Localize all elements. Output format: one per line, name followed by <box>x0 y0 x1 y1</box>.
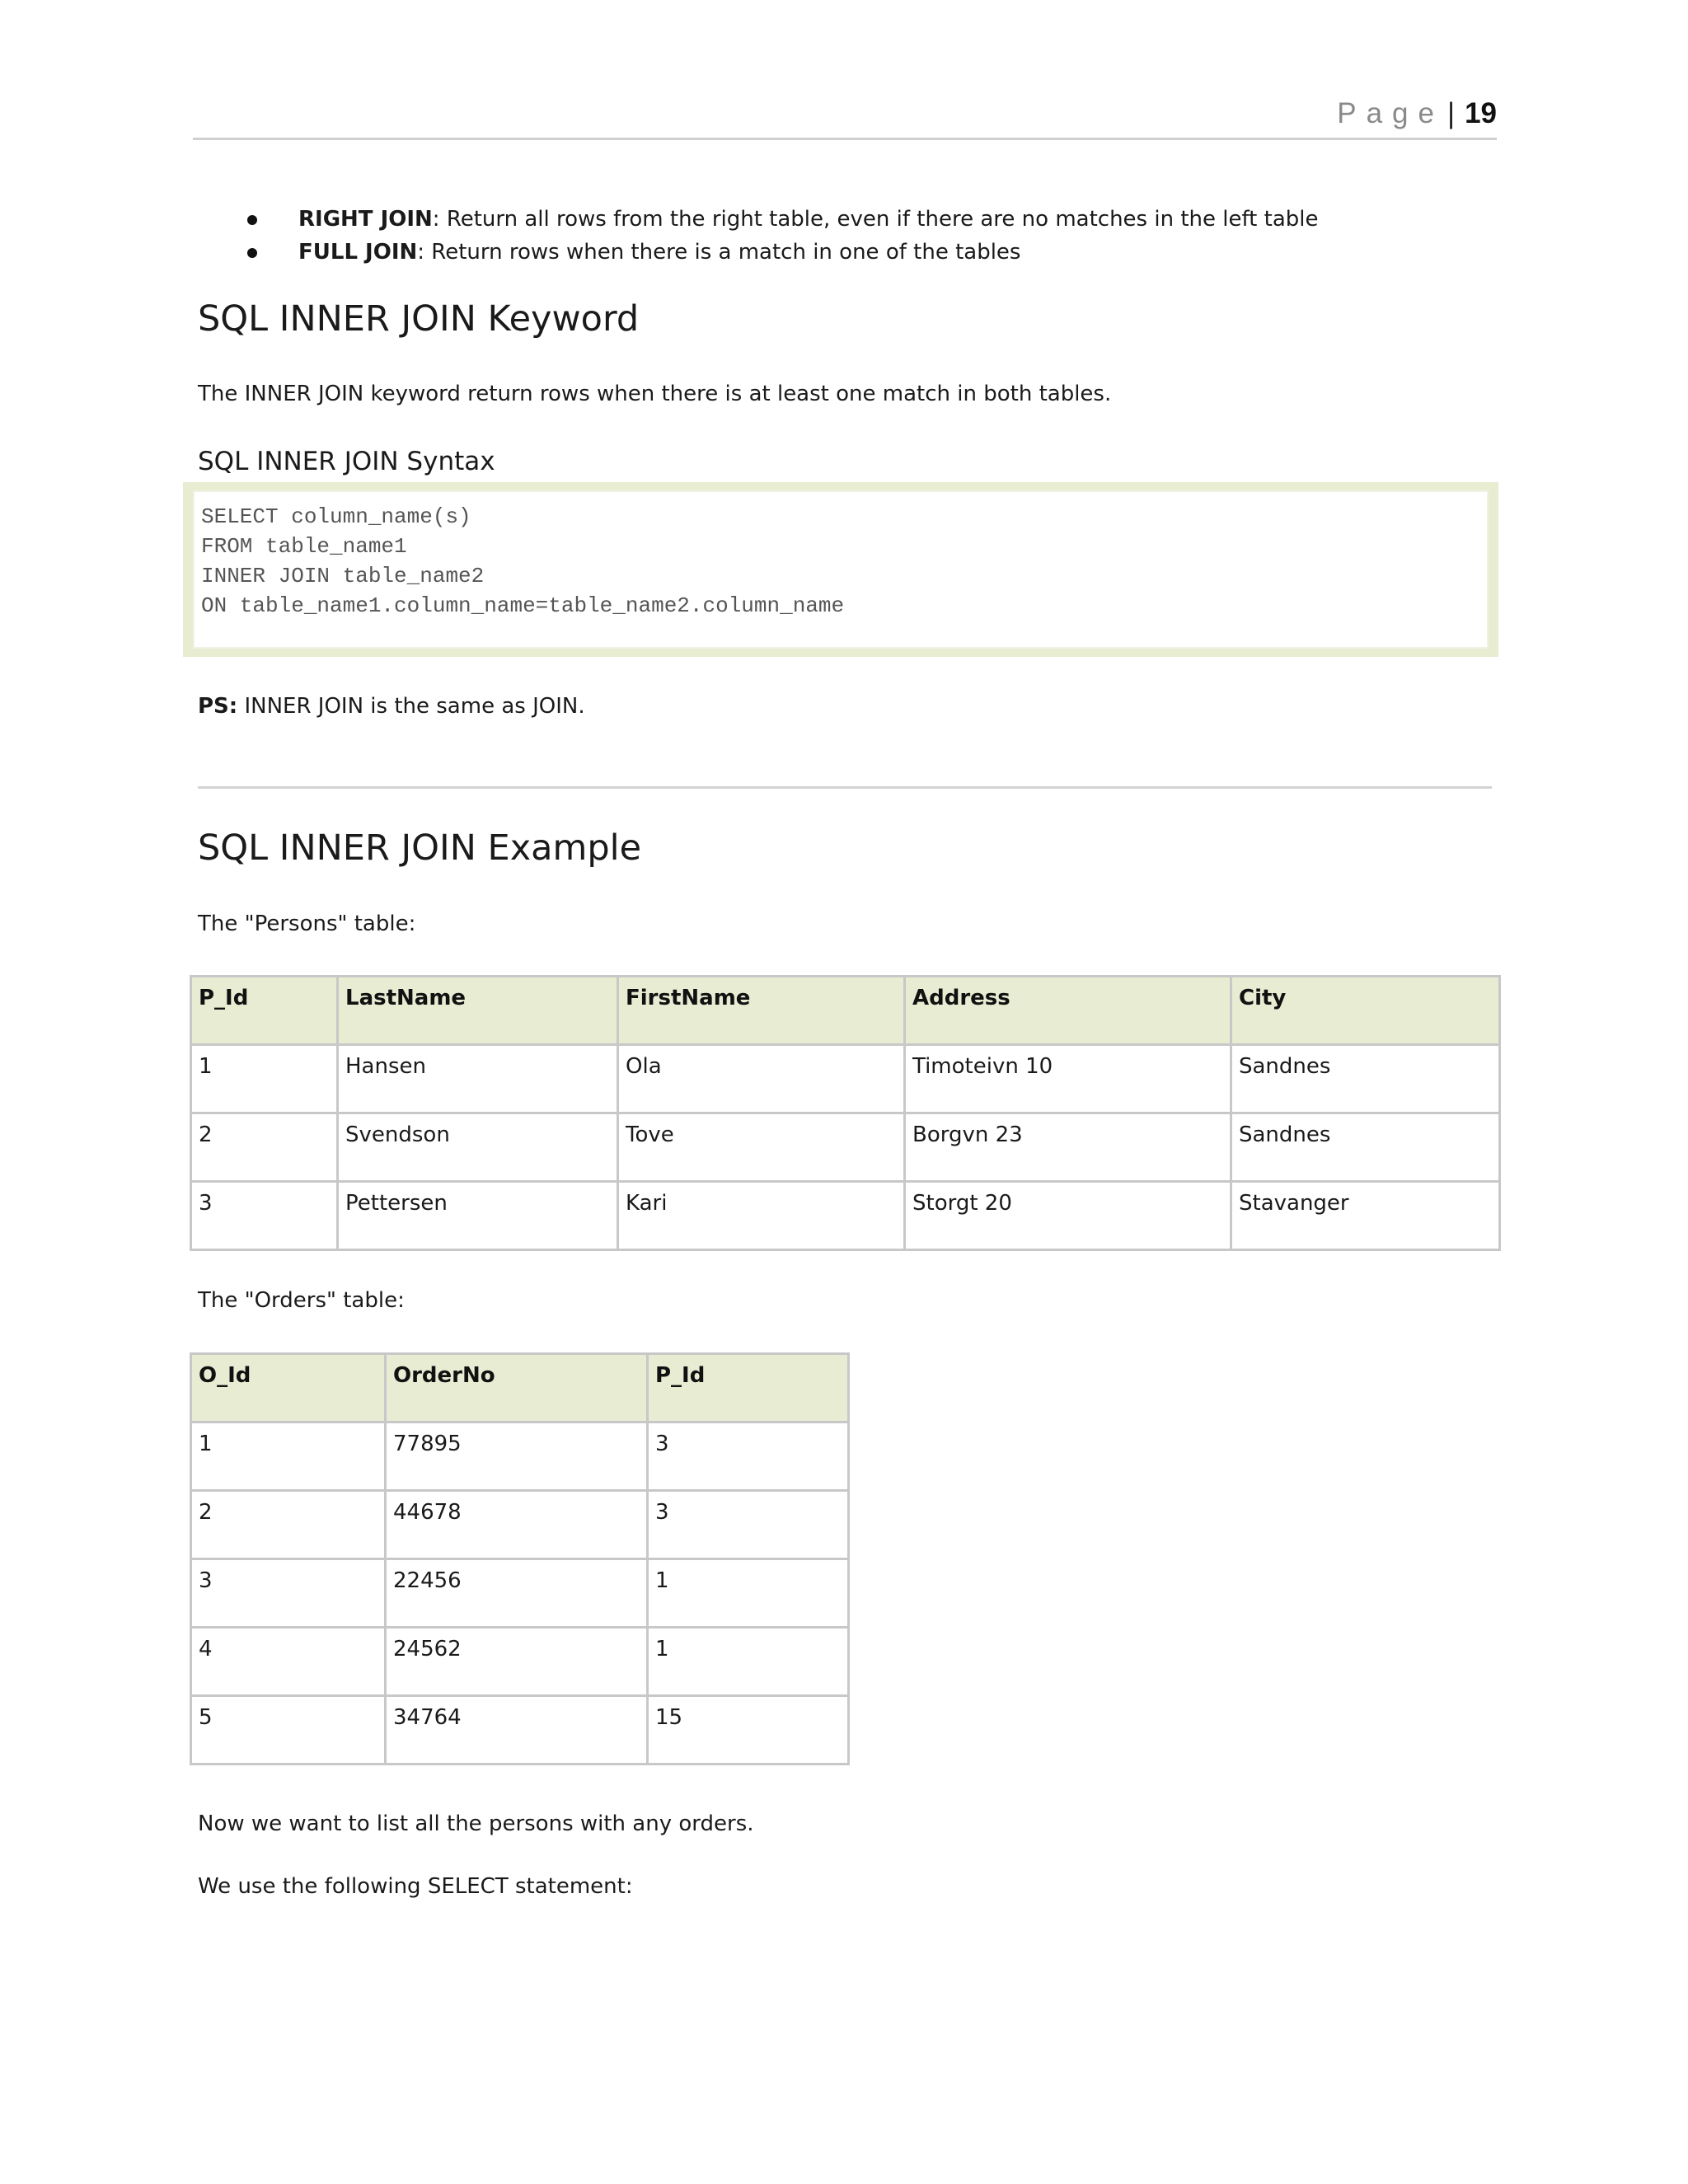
table-cell: Borgvn 23 <box>905 1113 1231 1182</box>
page-label: Page <box>1337 97 1444 129</box>
table-cell: 1 <box>191 1045 338 1113</box>
table-header-row <box>191 1354 849 1422</box>
section-divider <box>198 786 1492 789</box>
table-cell: 34764 <box>386 1696 648 1765</box>
table-row <box>191 1113 1500 1182</box>
bullet-icon <box>247 248 257 258</box>
table-cell: 3 <box>648 1491 849 1559</box>
keyword-description: The INNER JOIN keyword return rows when there is at least one match in both tables. <box>198 382 1112 406</box>
table-cell: 5 <box>191 1696 386 1765</box>
code-line: FROM table_name1 <box>201 534 407 559</box>
table-cell: Ola <box>618 1045 905 1113</box>
note-text: INNER JOIN is the same as JOIN. <box>237 694 585 719</box>
column-header: LastName <box>338 977 618 1045</box>
section-heading-example: SQL INNER JOIN Example <box>198 827 642 869</box>
header-divider <box>193 138 1497 140</box>
table-row <box>191 1045 1500 1113</box>
closing-paragraph-1: Now we want to list all the persons with any orders. <box>198 1811 754 1836</box>
join-types-list <box>247 203 1318 269</box>
table-cell: Stavanger <box>1231 1182 1500 1250</box>
table-cell: Sandnes <box>1231 1113 1500 1182</box>
list-item <box>247 236 1318 269</box>
list-item-term: RIGHT JOIN <box>298 207 433 232</box>
column-header: P_Id <box>648 1354 849 1422</box>
page-separator: | <box>1447 97 1456 129</box>
table-row <box>191 1491 849 1559</box>
table-cell: 3 <box>191 1182 338 1250</box>
table-cell: Pettersen <box>338 1182 618 1250</box>
table-cell: 2 <box>191 1113 338 1182</box>
table-cell: Svendson <box>338 1113 618 1182</box>
list-item-text: : Return all rows from the right table, even if there are no matches in the left table <box>432 207 1319 232</box>
table-cell: Sandnes <box>1231 1045 1500 1113</box>
persons-caption: The "Persons" table: <box>198 912 416 936</box>
table-row <box>191 1182 1500 1250</box>
table-cell: 22456 <box>386 1559 648 1628</box>
table-row <box>191 1696 849 1765</box>
persons-table <box>190 975 1501 1251</box>
table-cell: Kari <box>618 1182 905 1250</box>
column-header: City <box>1231 977 1500 1045</box>
bullet-icon <box>247 215 257 225</box>
table-cell: 4 <box>191 1628 386 1696</box>
table-cell: 15 <box>648 1696 849 1765</box>
table-cell: 1 <box>648 1628 849 1696</box>
column-header: OrderNo <box>386 1354 648 1422</box>
code-block-content[interactable] <box>193 490 1489 649</box>
column-header: FirstName <box>618 977 905 1045</box>
column-header: Address <box>905 977 1231 1045</box>
section-heading-keyword: SQL INNER JOIN Keyword <box>198 298 640 340</box>
syntax-heading: SQL INNER JOIN Syntax <box>198 447 495 476</box>
inner-join-note <box>198 694 585 719</box>
table-cell: Hansen <box>338 1045 618 1113</box>
list-item-text: : Return rows when there is a match in one of the tables <box>417 240 1021 265</box>
column-header: P_Id <box>191 977 338 1045</box>
table-cell: 3 <box>191 1559 386 1628</box>
code-line: ON table_name1.column_name=table_name2.column_name <box>201 593 845 618</box>
table-cell: Timoteivn 10 <box>905 1045 1231 1113</box>
table-header-row <box>191 977 1500 1045</box>
list-item <box>247 203 1318 236</box>
table-cell: 1 <box>191 1422 386 1491</box>
note-label: PS: <box>198 694 238 719</box>
list-item-term: FULL JOIN <box>298 240 418 265</box>
table-row <box>191 1559 849 1628</box>
table-cell: 77895 <box>386 1422 648 1491</box>
column-header: O_Id <box>191 1354 386 1422</box>
table-row <box>191 1628 849 1696</box>
orders-caption: The "Orders" table: <box>198 1288 405 1313</box>
table-cell: Tove <box>618 1113 905 1182</box>
orders-table <box>190 1352 850 1765</box>
code-line: SELECT column_name(s) <box>201 504 471 529</box>
table-cell: 3 <box>648 1422 849 1491</box>
table-row <box>191 1422 849 1491</box>
table-cell: 2 <box>191 1491 386 1559</box>
table-cell: Storgt 20 <box>905 1182 1231 1250</box>
table-cell: 24562 <box>386 1628 648 1696</box>
code-line: INNER JOIN table_name2 <box>201 564 485 588</box>
table-cell: 44678 <box>386 1491 648 1559</box>
page-header <box>1337 97 1497 130</box>
code-block <box>183 482 1498 657</box>
table-cell: 1 <box>648 1559 849 1628</box>
closing-paragraph-2: We use the following SELECT statement: <box>198 1874 633 1899</box>
page-number: 19 <box>1465 97 1497 129</box>
